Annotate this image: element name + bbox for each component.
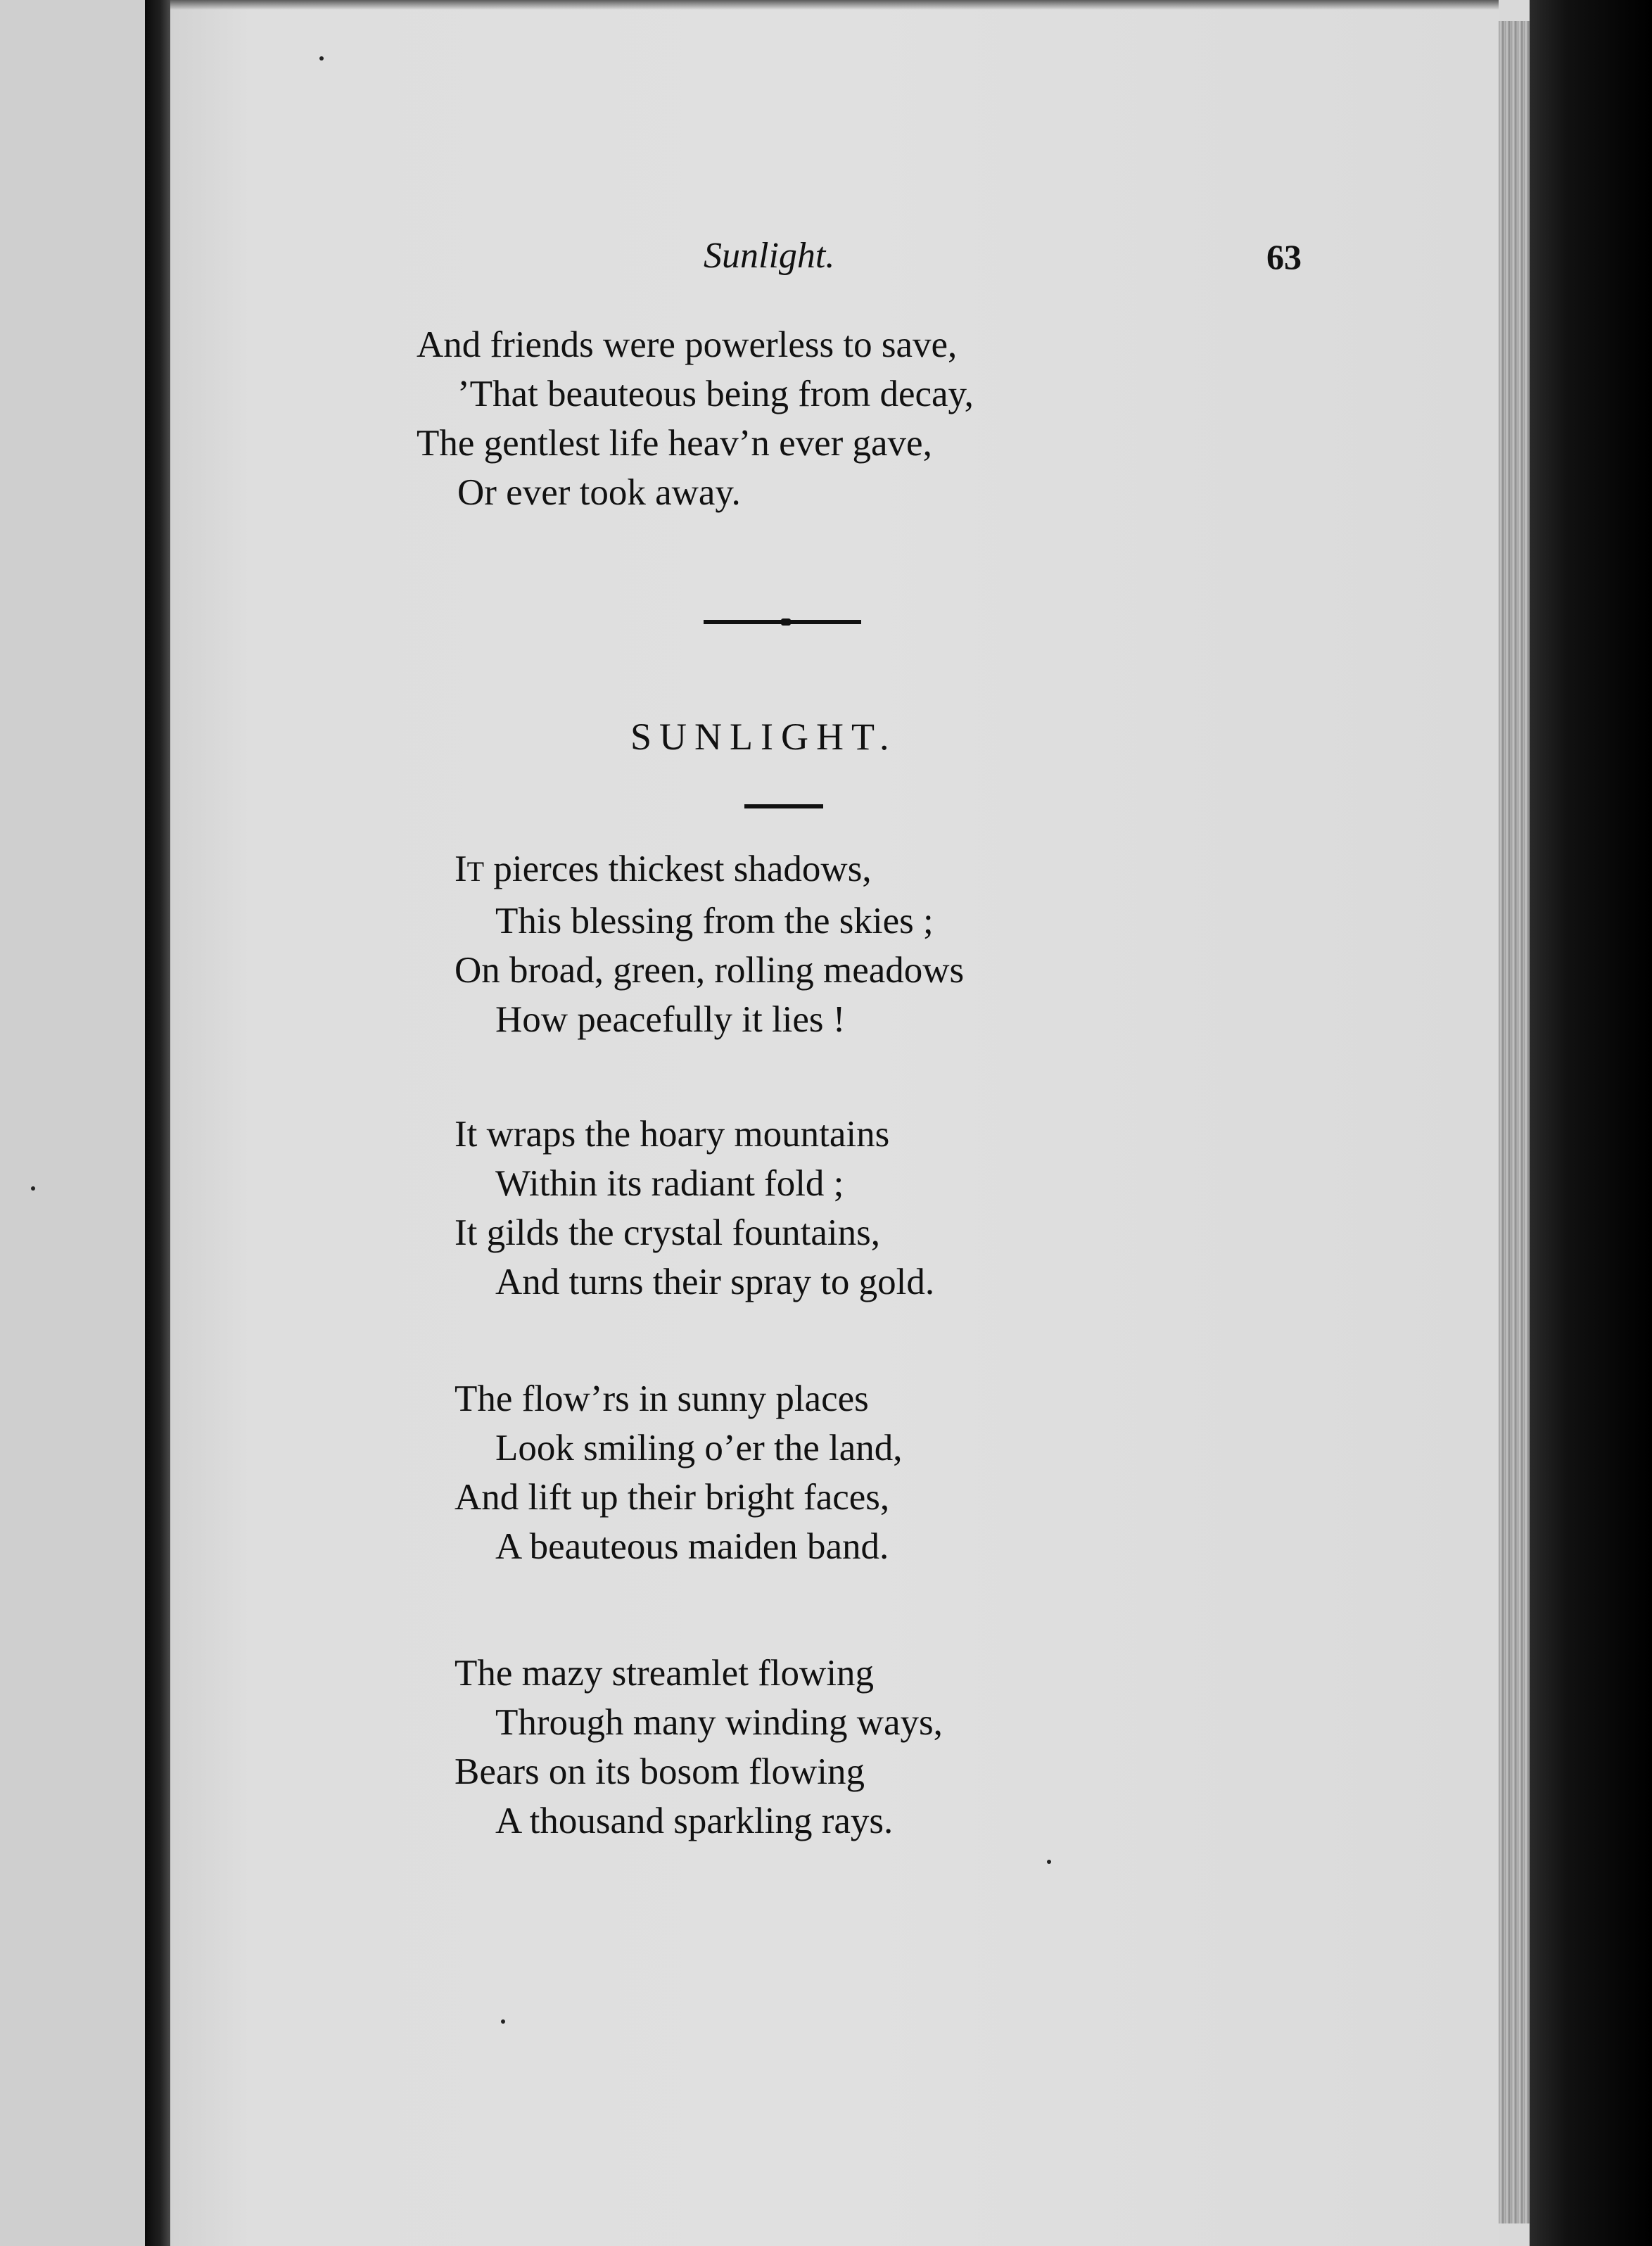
poem-line: Bears on its bosom flowing bbox=[455, 1751, 865, 1792]
poem-line: Within its radiant fold ; bbox=[495, 1163, 844, 1204]
poem-line: ’That beauteous being from decay, bbox=[457, 374, 974, 414]
poem-stanza-4 bbox=[455, 1649, 943, 1846]
poem-stanza-2 bbox=[455, 1110, 934, 1307]
poem-line bbox=[455, 844, 964, 896]
facing-page-edge bbox=[0, 0, 145, 2246]
page-top-shadow bbox=[170, 0, 1499, 10]
poem-line: Or ever took away. bbox=[457, 472, 741, 513]
previous-poem-stanza bbox=[417, 320, 974, 517]
title-underline-rule bbox=[744, 804, 823, 808]
poem-line: And lift up their bright faces, bbox=[455, 1477, 890, 1518]
poem-stanza-3 bbox=[455, 1374, 902, 1571]
book-cover-edge bbox=[1530, 0, 1652, 2246]
poem-line: Look smiling o’er the land, bbox=[495, 1428, 903, 1468]
poem-title: SUNLIGHT. bbox=[630, 716, 897, 758]
paper-speck bbox=[501, 2019, 505, 2024]
page-fore-edge bbox=[1499, 21, 1530, 2223]
poem-line: It wraps the hoary mountains bbox=[455, 1114, 890, 1155]
poem-line: How peacefully it lies ! bbox=[495, 999, 846, 1040]
binding-gutter bbox=[145, 0, 170, 2246]
poem-line: The gentlest life heav’n ever gave, bbox=[417, 423, 932, 464]
poem-line: Through many winding ways, bbox=[495, 1702, 943, 1743]
poem-line: It gilds the crystal fountains, bbox=[455, 1212, 880, 1253]
poem-line: A thousand sparkling rays. bbox=[495, 1801, 894, 1841]
divider-ornament bbox=[781, 618, 791, 626]
page-number: 63 bbox=[1266, 237, 1302, 277]
poem-line: The mazy streamlet flowing bbox=[455, 1653, 875, 1694]
paper-speck bbox=[1047, 1860, 1051, 1864]
drop-initial: I bbox=[455, 849, 467, 889]
poem-line: And turns their spray to gold. bbox=[495, 1262, 935, 1302]
paper-speck bbox=[319, 56, 324, 61]
poem-stanza-1 bbox=[455, 844, 964, 1044]
poem-line: A beauteous maiden band. bbox=[495, 1526, 889, 1567]
paper-speck bbox=[31, 1186, 35, 1191]
poem-line: And friends were powerless to save, bbox=[417, 324, 958, 365]
running-head: Sunlight. bbox=[704, 236, 835, 276]
small-caps-letters: T bbox=[466, 856, 485, 887]
line-rest: pierces thickest shadows, bbox=[484, 849, 872, 889]
poem-line: On broad, green, rolling meadows bbox=[455, 950, 965, 991]
poem-line: This blessing from the skies ; bbox=[495, 901, 934, 941]
poem-line: The flow’rs in sunny places bbox=[455, 1378, 869, 1419]
